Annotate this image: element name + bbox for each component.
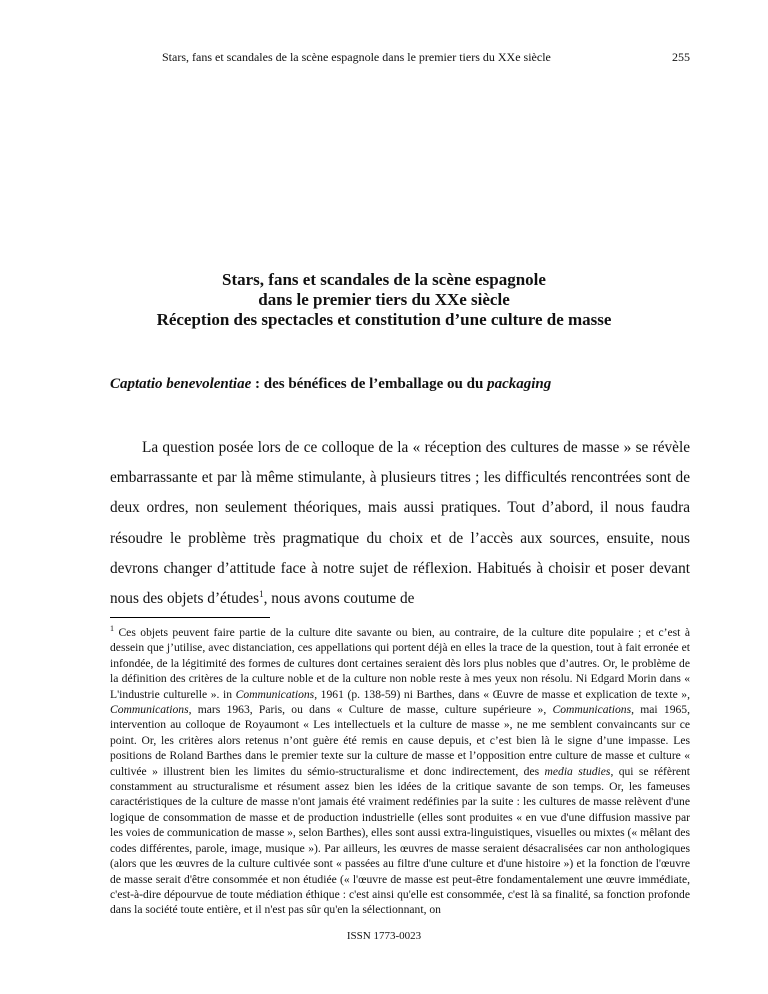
footnote-number: 1 (110, 624, 114, 634)
body-text-start: La question posée lors de ce colloque de la « réception des cultures de masse » se révèle embarrassante et par là même stimulante, à plusieurs titres ; les difficultés rencontrées sont de deux ordres, non seulement théoriques, mais aussi pratiques. Tout d’abord, il nous faudra résoudre le problème très pragmatique du choix et de l’accès aux sources, ensuite, nous devrons changer d’attitude face à notre sujet de réflexion. Habitués à choisir et poser devant nous des objets d’études (110, 439, 690, 608)
footnote-reference: 1 (259, 588, 264, 599)
title-line-1: Stars, fans et scandales de la scène espagnole (222, 270, 546, 289)
section-heading-text: : des bénéfices de l’emballage ou du (251, 376, 488, 392)
running-title: Stars, fans et scandales de la scène espagnole dans le premier tiers du XXe siècle (162, 50, 551, 64)
page-number: 255 (672, 50, 690, 64)
footnote-citation-1: Communications (235, 687, 315, 701)
title-line-3: Réception des spectacles et constitution d’une culture de masse (156, 310, 612, 329)
section-heading-latin: Captatio benevolentiae (110, 376, 252, 392)
footnote-text-4: , mai 1965, intervention au colloque de Royaumont « Les intellectuels et la culture de masse », ne me semblent convaincants sur ce point. Or, les critères alors retenus n’ont guère été remis en cause depuis, et c’est bien là le signe d’une impasse. Les positions de Roland Barthes dans le premier texte sur la culture de masse et l’opposition entre culture de masse et culture « cultivée » illustrent bien les limites du sémio-structuralisme et donc indirectement, des (110, 703, 691, 778)
section-heading (110, 376, 690, 393)
footnote-citation-3: Communications (552, 703, 632, 717)
footnote-text-2: , 1961 (p. 138-59) ni Barthes, dans « Œuvre de masse et explication de texte », (314, 687, 690, 701)
issn-label: ISSN 1773-0023 (346, 930, 422, 942)
body-text-end: , nous avons coutume de (263, 590, 415, 608)
footnote-text-3: , mars 1963, Paris, ou dans « Culture de masse, culture supérieure », (188, 703, 553, 717)
section-heading-packaging: packaging (487, 376, 552, 392)
title-line-2: dans le premier tiers du XXe siècle (258, 290, 510, 309)
footnote-separator (110, 617, 270, 618)
footnote-text-5: , qui se réfèrent constamment au structuralisme et résument assez bien les idées de la critique savante de son temps. Or, les fameuses caractéristiques de la culture de masse n'ont jamais été vraiment redéfinies par la suite : les cultures de masse relèvent d'une logique de consommation de masse et de production industrielle (elles sont produites « en vue d'une diffusion massive par les voies de communication de masse », selon Barthes), elles sont aussi extra-linguistiques, visuelles ou mixtes (« mêlant des codes différentes, parole, image, musique »). Par ailleurs, les œuvres de masse seraient désacralisées car non anthologiques (alors que les œuvres de la culture cultivée sont « passées au filtre d'une culture et d'une histoire ») et la fonction de l'œuvre de masse serait d'être consommée et non étudiée (« l'œuvre de masse est peut-être fondamentalement une œuvre immédiate, c'est-à-dire dépourvue de toute médiation éthique : c'est ainsi qu'elle est consommée, c'est là sa finalité, sa fonction profonde dans la société toute entière, et il n'est pas sûr qu'en la sélectionnant, on (110, 764, 690, 917)
footnote-citation-2: Communications (110, 703, 189, 717)
article-title (110, 270, 658, 330)
footnote-text-1: Ces objets peuvent faire partie de la culture dite savante ou bien, au contraire, de la culture dite populaire ; et c’est à dessein que j’utilise, avec distanciation, ces appellations qui portent déjà en elles la trace de la question, tout à fait erronée et infondée, de la légitimité des formes de cultures dont certaines seraient dès lors plus nobles que d’autres. Or, le problème de la définition des critères de la culture noble et de la culture non noble reste à mes yeux non résolu. Ni Edgard Morin dans « L'industrie culturelle ». in (110, 626, 690, 701)
footnote-1 (110, 625, 690, 918)
footnote-citation-4: media studies (544, 764, 611, 778)
page-footer (0, 930, 768, 942)
body-paragraph (110, 433, 690, 614)
